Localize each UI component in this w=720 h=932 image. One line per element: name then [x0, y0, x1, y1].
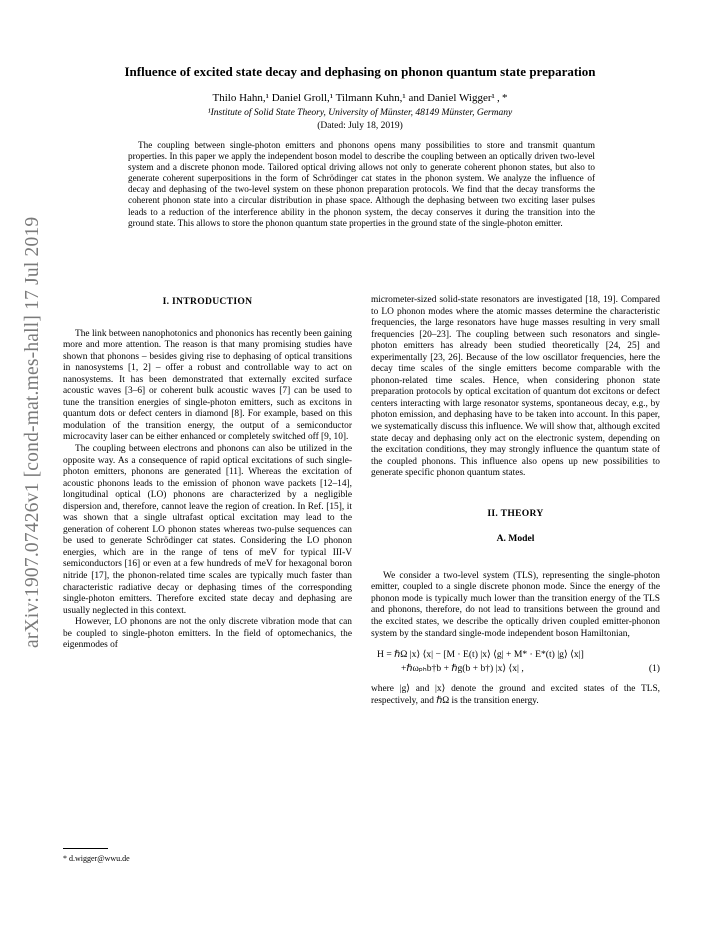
- left-column: [63, 296, 352, 652]
- author-list: Thilo Hahn,¹ Daniel Groll,¹ Tilmann Kuhn,¹ and Daniel Wigger¹ , *: [212, 92, 508, 104]
- abstract: The coupling between single-photon emitters and phonons opens many possibilities to store and transmit quantum properties. In this paper we apply the independent boson model to describe the coupling between an optically driven two-level system and a discrete phonon mode. Tailored optical driving allows not only to generate coherent phonon states, but also to generate coherent superpositions in the form of Schrödinger cat states in the phonon system. We analyze the influence of decay and dephasing of the two-level system on these phonon preparation protocols. We find that the decay transforms the coherent phonon state into a circular distribution in phase space. Although the dephasing between two exciting laser pulses leads to a reduction of the interference ability in the phonon system, the decay conserves it during the transition into the ground state. This allows to store the phonon quantum state properties in the ground state of the single-photon emitter.: [128, 140, 595, 228]
- paper-title: Influence of excited state decay and dephasing on phonon quantum state preparation: [124, 64, 596, 79]
- intro-paragraph-3: However, LO phonons are not the only discrete vibration mode that can be coupled to single-photon emitters. In the field of optomechanics, the eigenmodes of: [63, 617, 352, 651]
- affiliation: ¹Institute of Solid State Theory, University of Münster, 48149 Münster, Germany: [207, 108, 513, 118]
- model-paragraph: We consider a two-level system (TLS), representing the single-photon emitter, coupled to a single discrete phonon mode. Since the energy of the phonon mode is typically much lower than the transition energy of the TLS and phonons, therefore, do not lead to transitions between the ground and the excited states, we describe the optically driven coupled emitter-phonon system by the standard single-mode independent boson Hamiltonian,: [371, 570, 660, 639]
- arxiv-stamp: arXiv:1907.07426v1 [cond-mat.mes-hall] 17 Jul 2019: [22, 216, 43, 648]
- right-column: [371, 295, 660, 707]
- equation-line-1: H = ℏΩ |x⟩ ⟨x| − [M · E(t) |x⟩ ⟨g| + M* · E*(t) |g⟩ ⟨x|]: [377, 649, 584, 661]
- footnote-rule: [63, 848, 108, 849]
- equation-line-2: +ℏωₚₕb†b + ℏg(b + b†) |x⟩ ⟨x| ,: [401, 663, 524, 675]
- section-heading-introduction: I. INTRODUCTION: [162, 296, 253, 307]
- section-heading-theory: II. THEORY: [487, 507, 544, 519]
- intro-paragraph-1: The link between nanophotonics and phononics has recently been gaining more and more attention. The reason is that many promising studies have shown that phonons – besides giving rise to dephasing of optical transitions in nanosystems [1, 2] – offer a robust and controllable way to act on nanosystems. It has been demonstrated that externally excited surface acoustic waves [3–6] or coherent bulk acoustic waves [7] can be used to tune the transition energies of single-photon emitters, such as excitons in quantum dots or defect centers in diamond [8]. For example, based on this modulation of the transition energy, the output of a semiconductor microcavity laser can be either enhanced or completely switched off [9, 10].: [63, 328, 352, 443]
- equation-1: [371, 648, 660, 676]
- subsection-heading-model: A. Model: [496, 533, 535, 545]
- after-equation-text: where |g⟩ and |x⟩ denote the ground and excited states of the TLS, respectively, and ℏΩ is the transition energy.: [371, 684, 660, 706]
- footnote-email: * d.wigger@wwu.de: [63, 854, 130, 863]
- intro-paragraph-2: The coupling between electrons and phonons can also be utilized in the opposite way. As a consequence of rapid optical excitations of such single-photon emitters, phonons are generated [11]. Whereas the excitation of acoustic phonons leads to the emission of phonon wave packets [12–14], longitudinal optical (LO) phonons are characterized by a negligible dispersion and, therefore, cannot leave the region of creation. In Ref. [15], it was shown that a single ultrafast optical excitation may lead to the generation of coherent LO phonon states whereas two-pulse sequences can be used to generate Schrödinger cat states. Considering the LO phonon energies, which are in the range of tens of meV for typical III-V semiconductors [16] or even at a few hundreds of meV for hexagonal boron nitride [17], the phonon-related time scales are typically much faster than characteristic radiative decay or dephasing times of the corresponding single-photon emitters. Therefore excited state decay and dephasing are usually neglected in this context.: [63, 444, 352, 616]
- equation-number: (1): [648, 663, 660, 675]
- intro-continuation: micrometer-sized solid-state resonators are investigated [18, 19]. Compared to LO phonon modes where the atomic masses determine the characteristic frequencies, the large resonators have huge masses resulting in very small frequencies [20–23]. The coupling between such resonators and single-photon emitters has already been studied theoretically [24, 25] and experimentally [23, 26]. Because of the low oscillator frequencies, here the decay time scales of the single emitters become comparable with the phonon-related time scales. Hence, when considering phonon state preparation protocols by optical excitation of quantum dot excitons or defect centers interacting with large resonator systems, spontaneous decay, e.g., by photon emission, and dephasing have to be taken into account. In this paper, we systematically discuss this influence. We will show that, although excited state decay and dephasing only act on the electronic system, depending on the excitation conditions, they may strongly influence the quantum state of the coupled phonons. This influence also opens up new possibilities to generate specific phonon quantum states.: [371, 295, 660, 479]
- date-line: (Dated: July 18, 2019): [317, 121, 403, 131]
